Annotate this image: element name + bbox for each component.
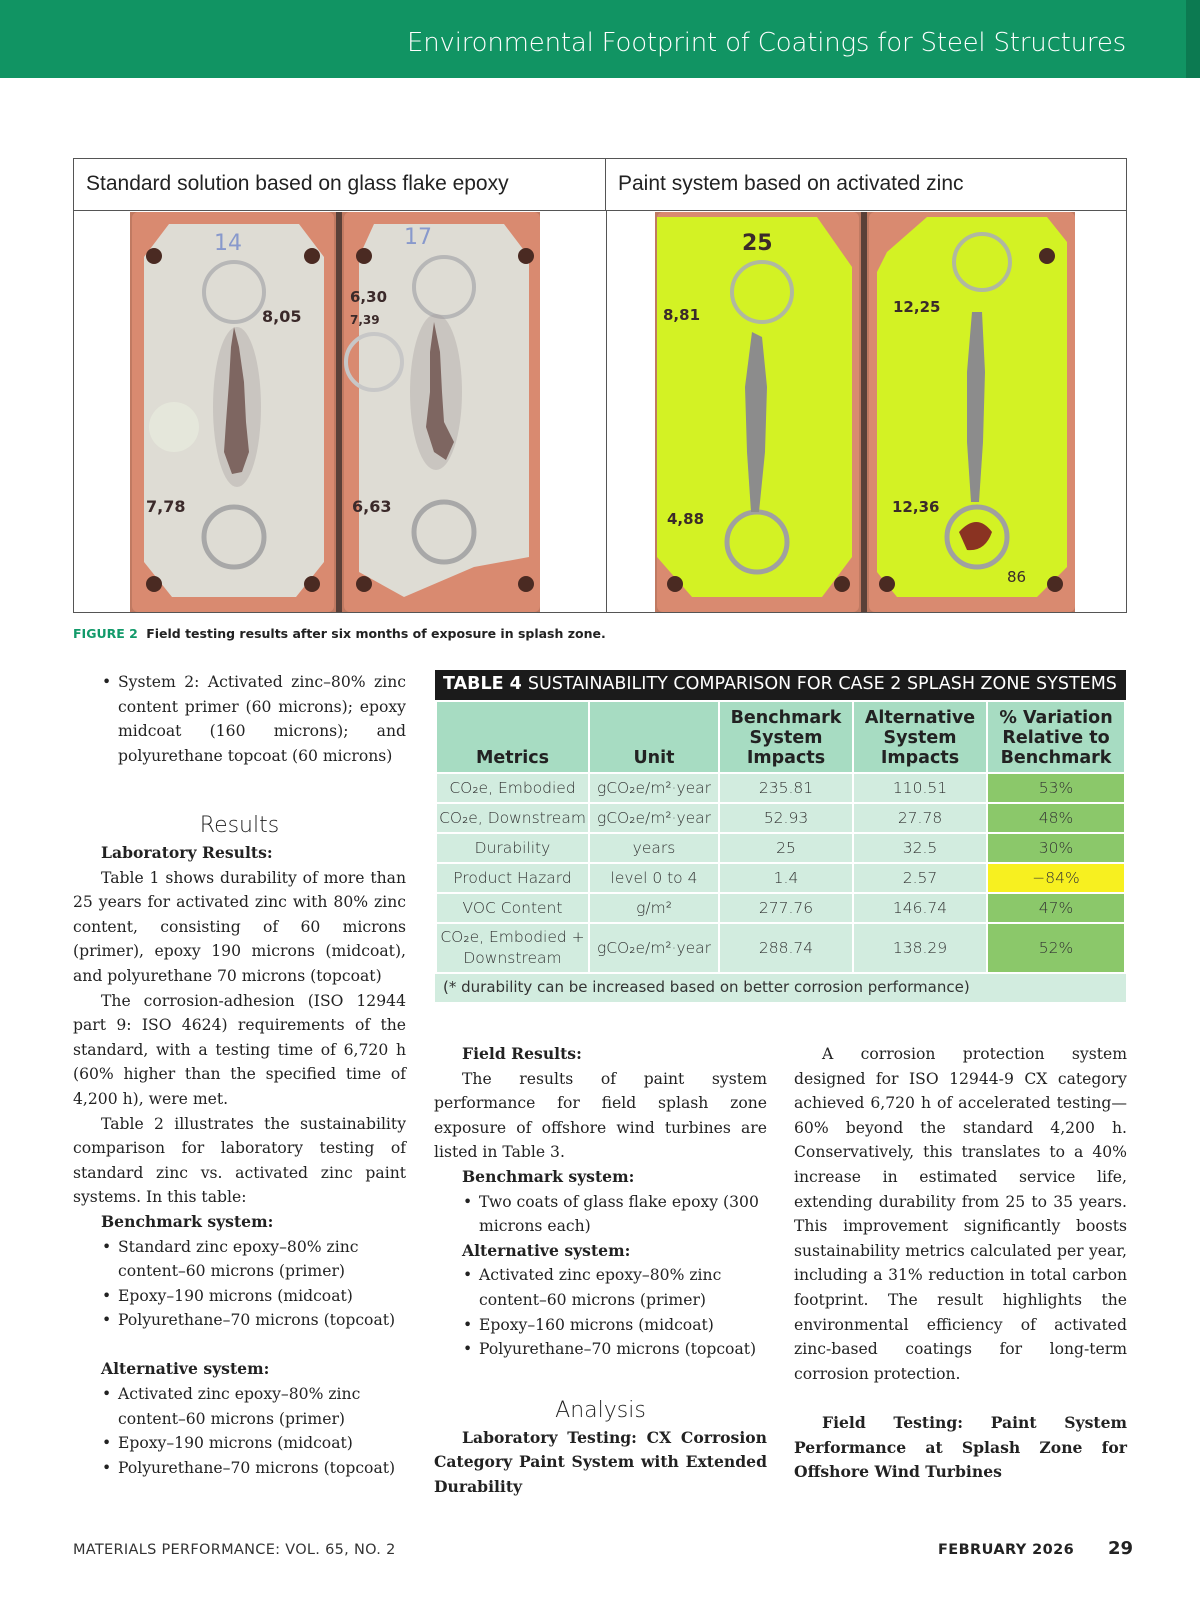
panel-3-reading-1: 8,81 [663, 306, 701, 324]
paragraph: A corrosion protection system designed for ISO 12944-9 CX category achieved 6,720 h of accelerated testing—60% beyond the standard 4,200 h. Conservatively, this translates to a 40% increase in estimated service life, extending durability from 25 to 35 years. This improvement significantly boosts sustainability metrics calculated per year, including a 31% reduction in total carbon footprint. The result highlights the environmental efficiency of activated zinc-based coatings for long-term corrosion protection. [794, 1045, 1127, 1383]
cell-metric: CO₂e, Downstream [436, 803, 589, 833]
spacer [434, 1362, 767, 1396]
table-row [436, 833, 1125, 863]
figure-2 [73, 158, 1127, 613]
spacer [73, 1333, 406, 1358]
cell-variation: 47% [987, 893, 1125, 923]
footer-date: FEBRUARY 2026 [938, 1542, 1075, 1558]
figure-right-heading: Paint system based on activated zinc [606, 159, 1126, 211]
column-2 [434, 1042, 767, 1500]
glass-flake-epoxy-photo [74, 212, 606, 612]
figure-caption [73, 626, 606, 641]
cell-alternative: 138.29 [853, 923, 987, 973]
column-3 [794, 1042, 1127, 1485]
column-1-results [73, 811, 406, 1480]
cell-variation-negative: −84% [987, 863, 1125, 893]
cell-alternative: 32.5 [853, 833, 987, 863]
col-header-variation: % Variation Relative to Benchmark [987, 701, 1125, 773]
col-header-alternative: Alternative System Impacts [853, 701, 987, 773]
alternative-heading: Alternative system: [462, 1240, 631, 1260]
cell-variation: 52% [987, 923, 1125, 973]
benchmark-heading: Benchmark system: [462, 1166, 635, 1186]
paragraph: Table 2 illustrates the sustainability comparison for laboratory testing of standard zinc vs. activated zinc paint systems. In this table: [73, 1114, 406, 1207]
sustainability-table [435, 700, 1126, 974]
list-item: • Epoxy–160 microns (midcoat) [434, 1313, 767, 1338]
cell-metric: Product Hazard [436, 863, 589, 893]
panel-3-reading-2: 4,88 [667, 510, 705, 528]
list-item: • Polyurethane–70 microns (topcoat) [73, 1308, 406, 1333]
table-header-row [436, 701, 1125, 773]
cell-alternative: 27.78 [853, 803, 987, 833]
benchmark-list [73, 1235, 406, 1333]
panel-1-reading-2: 7,78 [146, 497, 186, 516]
list-item: • Epoxy–190 microns (midcoat) [73, 1431, 406, 1456]
cell-unit: gCO₂e/m²·year [589, 803, 719, 833]
panel-3-number: 25 [742, 231, 773, 256]
table-title-text: SUSTAINABILITY COMPARISON FOR CASE 2 SPLASH ZONE SYSTEMS [527, 674, 1117, 694]
table-row [436, 863, 1125, 893]
field-results-heading: Field Results: [462, 1044, 582, 1063]
table-row [436, 923, 1125, 973]
footer-journal: MATERIALS PERFORMANCE: VOL. 65, NO. 2 [73, 1542, 396, 1558]
benchmark-heading: Benchmark system: [101, 1211, 274, 1231]
table-note: (* durability can be increased based on better corrosion performance) [435, 974, 1126, 1002]
figure-left-heading: Standard solution based on glass flake epoxy [74, 159, 606, 211]
col-header-unit: Unit [589, 701, 719, 773]
cell-benchmark: 277.76 [719, 893, 853, 923]
list-item: • Activated zinc epoxy–80% zinc content–60 microns (primer) [434, 1263, 767, 1312]
panel-1-number: 14 [214, 231, 242, 256]
list-item: • Epoxy–190 microns (midcoat) [73, 1284, 406, 1309]
page-number: 29 [1108, 1538, 1134, 1559]
list-item: • Activated zinc epoxy–80% zinc content–60 microns (primer) [73, 1382, 406, 1431]
system-2-list [73, 670, 406, 768]
cell-unit: years [589, 833, 719, 863]
lab-results-heading: Laboratory Results: [101, 843, 273, 862]
table-row [436, 773, 1125, 803]
cell-metric: Durability [436, 833, 589, 863]
cell-metric: CO₂e, Embodied [436, 773, 589, 803]
alternative-list [73, 1382, 406, 1480]
list-item: • Polyurethane–70 microns (topcoat) [73, 1456, 406, 1481]
column-1 [73, 670, 406, 768]
cell-unit: gCO₂e/m²·year [589, 773, 719, 803]
list-item: • Two coats of glass flake epoxy (300 microns each) [434, 1190, 767, 1239]
table-row [436, 893, 1125, 923]
analysis-title: Analysis [555, 1397, 646, 1423]
list-item: • Polyurethane–70 microns (topcoat) [434, 1337, 767, 1362]
cell-unit: level 0 to 4 [589, 863, 719, 893]
lab-testing-heading: Laboratory Testing: CX Corrosion Category Paint System with Extended Durability [434, 1427, 767, 1496]
cell-metric: CO₂e, Embodied + Downstream [436, 923, 589, 973]
cell-unit: gCO₂e/m²·year [589, 923, 719, 973]
figure-caption-text: Field testing results after six months of exposure in splash zone. [146, 626, 606, 641]
panel-4-reading-1: 12,25 [893, 298, 941, 316]
paragraph: The corrosion-adhesion (ISO 12944 part 9: ISO 4624) requirements of the standard, with a testing time of 6,720 h (60% higher than the specified time of 4,200 h), were met. [73, 991, 406, 1108]
table-title [435, 670, 1126, 700]
panel-2-reading-2: 7,39 [350, 313, 380, 327]
results-title: Results [199, 813, 280, 838]
cell-metric: VOC Content [436, 893, 589, 923]
cell-variation: 53% [987, 773, 1125, 803]
paragraph: Table 1 shows durability of more than 25 years for activated zinc with 80% zinc content, consisting of 60 microns (primer), epoxy 190 microns (midcoat), and polyurethane 70 microns (topcoat) [73, 868, 406, 985]
table-label: TABLE 4 [443, 674, 522, 694]
paragraph: The results of paint system performance for field splash zone exposure of offshore wind turbines are listed in Table 3. [434, 1069, 767, 1162]
col-header-benchmark: Benchmark System Impacts [719, 701, 853, 773]
running-title: Environmental Footprint of Coatings for Steel Structures [407, 28, 1126, 58]
cell-unit: g/m² [589, 893, 719, 923]
activated-zinc-photo [607, 212, 1126, 612]
panel-2-number: 17 [404, 225, 432, 250]
cell-benchmark: 52.93 [719, 803, 853, 833]
col-header-metrics: Metrics [436, 701, 589, 773]
cell-benchmark: 25 [719, 833, 853, 863]
cell-variation: 48% [987, 803, 1125, 833]
cell-benchmark: 235.81 [719, 773, 853, 803]
cell-alternative: 146.74 [853, 893, 987, 923]
cell-benchmark: 288.74 [719, 923, 853, 973]
panel-2-reading-3: 6,63 [352, 497, 392, 516]
benchmark-list [434, 1190, 767, 1239]
panel-4-reading-2: 12,36 [892, 498, 940, 516]
table-row [436, 803, 1125, 833]
alternative-list [434, 1263, 767, 1361]
spacer [794, 1386, 1127, 1411]
cell-benchmark: 1.4 [719, 863, 853, 893]
field-testing-heading: Field Testing: Paint System Performance at Splash Zone for Offshore Wind Turbines [794, 1412, 1127, 1482]
panel-1-reading-1: 8,05 [262, 307, 302, 326]
panel-4-reading-3: 86 [1007, 568, 1027, 586]
list-item: • Standard zinc epoxy–80% zinc content–60 microns (primer) [73, 1235, 406, 1284]
table-4 [435, 670, 1126, 1002]
figure-caption-label: FIGURE 2 [73, 626, 138, 641]
list-item: • System 2: Activated zinc–80% zinc content primer (60 microns); epoxy midcoat (160 microns); and polyurethane topcoat (60 microns) [73, 670, 406, 768]
cell-alternative: 110.51 [853, 773, 987, 803]
alternative-heading: Alternative system: [101, 1359, 270, 1379]
panel-2-reading-1: 6,30 [350, 288, 388, 306]
cell-alternative: 2.57 [853, 863, 987, 893]
cell-variation: 30% [987, 833, 1125, 863]
header-edge [1186, 0, 1200, 78]
